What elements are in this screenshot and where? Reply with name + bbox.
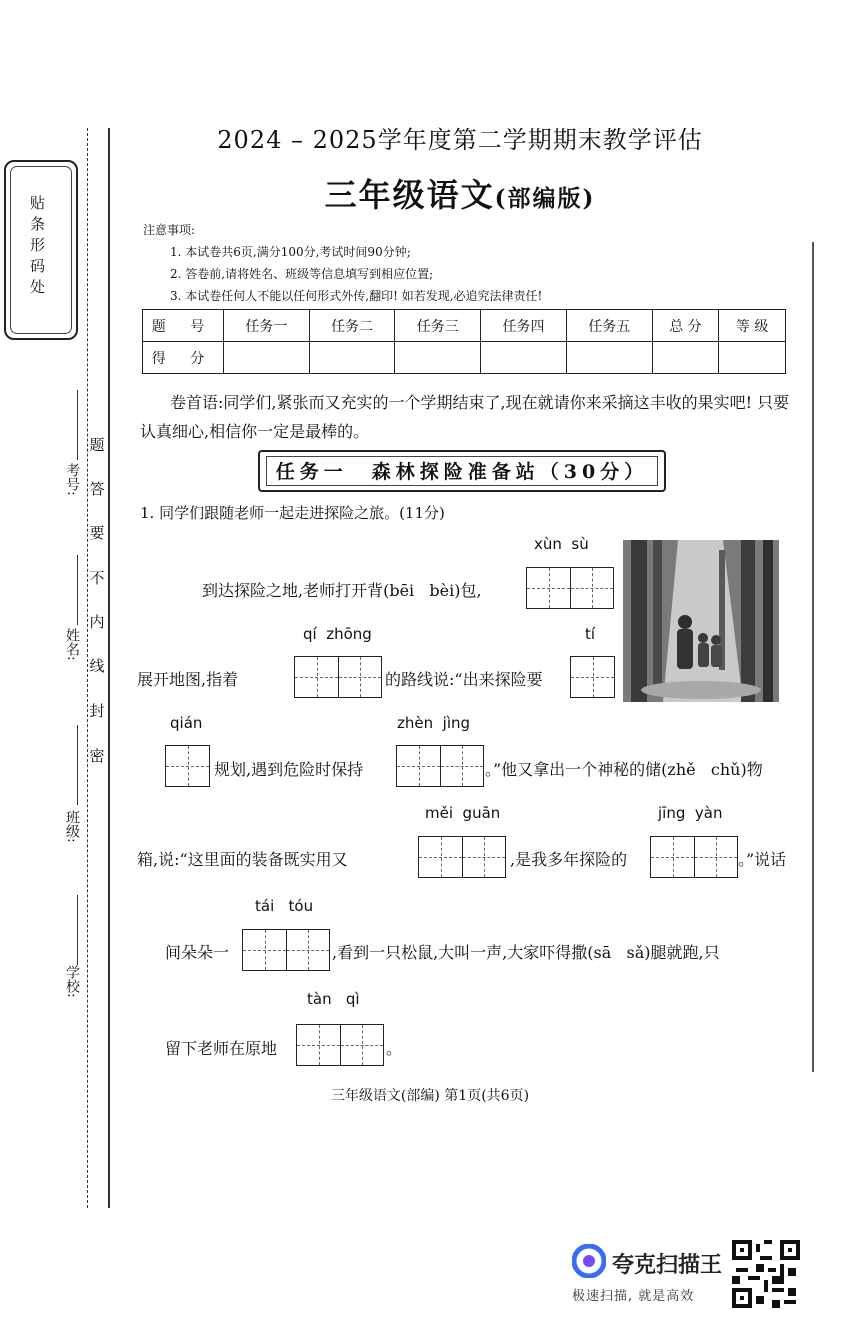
score-table-header: 任务一 [224,310,310,342]
right-margin-rule [812,242,814,1072]
watermark-slogan: 极速扫描, 就是高效 [572,1289,695,1304]
exam-no-label: 考号: [64,463,80,496]
forest-illustration [623,540,779,702]
score-table-header: 等 级 [719,310,786,342]
score-cell[interactable] [224,342,310,374]
task-banner-title: 任务一 森林探险准备站（30分） [275,461,649,483]
seal-char: 封 [89,702,105,720]
answer-boxes[interactable] [294,656,382,698]
seal-char: 线 [89,657,105,675]
exam-no-field[interactable] [77,390,78,460]
scanner-logo-icon [572,1244,606,1278]
passage-text: ,是我多年探险的 [510,850,628,869]
answer-boxes[interactable] [242,929,330,971]
pinyin: qí zhōng [303,625,372,643]
seal-char: 题 [89,436,105,454]
passage-text: 展开地图,指着 [137,670,239,689]
school-label: 学校: [64,965,80,998]
seal-char: 要 [89,524,105,542]
watermark-brand: 夸克扫描王 [612,1253,723,1278]
answer-boxes[interactable] [418,836,506,878]
answer-boxes[interactable] [526,567,614,609]
answer-boxes[interactable] [296,1024,384,1066]
passage-text: ,看到一只松鼠,大叫一声,大家吓得撒(sā sǎ)腿就跑,只 [332,943,720,962]
seal-char: 密 [89,747,105,765]
qr-code-icon [732,1240,800,1308]
passage-text: 间朵朵一 [165,943,230,962]
score-cell[interactable] [566,342,652,374]
score-table-header: 任务四 [481,310,567,342]
page-footer: 三年级语文(部编) 第1页(共6页) [330,1088,530,1104]
pinyin: qián [170,714,203,732]
seal-solid-line [108,128,110,1208]
score-cell[interactable] [395,342,481,374]
barcode-label: 贴条形码处 [28,195,46,300]
exam-title: 2024 – 2025学年度第二学期期末教学评估 [217,126,703,154]
seal-char: 内 [89,613,105,631]
score-row-label: 得 分 [143,342,224,374]
pinyin: zhèn jìng [397,714,471,732]
school-field[interactable] [77,895,78,965]
score-table-header: 任务三 [395,310,481,342]
score-cell[interactable] [309,342,395,374]
score-table-header-row [143,310,786,342]
notice-item: 3. 本试卷任何人不能以任何形式外传,翻印! 如若发现,必追究法律责任! [170,289,543,303]
score-cell[interactable] [652,342,719,374]
pinyin: xùn sù [534,535,589,553]
score-table [142,309,786,374]
class-label: 班级: [64,810,80,843]
pinyin: jīng yàn [658,804,723,822]
passage-text: 箱,说:“这里面的装备既实用又 [137,850,348,869]
passage-text: 留下老师在原地 [165,1039,278,1058]
answer-boxes[interactable] [396,745,484,787]
notice-item: 1. 本试卷共6页,满分100分,考试时间90分钟; [170,245,411,259]
score-table-score-row [143,342,786,374]
pinyin: tàn qì [307,990,360,1008]
question-1: 1. 同学们跟随老师一起走进探险之旅。(11分) [140,504,445,522]
passage-text: 规划,遇到危险时保持 [214,760,364,779]
pinyin: tí [585,625,596,643]
score-table-header: 总 分 [652,310,719,342]
exam-subtitle [120,170,800,216]
score-table-header: 题 号 [143,310,224,342]
passage-text: 。”他又拿出一个神秘的储(zhě chǔ)物 [485,760,763,779]
score-cell[interactable] [719,342,786,374]
intro-text: 卷首语:同学们,紧张而又充实的一个学期结束了,现在就请你来采摘这丰收的果实吧! 只要认真细心,相信你一定是最棒的。 [140,393,790,441]
notice-heading: 注意事项: [143,223,196,237]
answer-boxes[interactable] [165,745,210,787]
name-field[interactable] [77,555,78,625]
score-table-header: 任务五 [566,310,652,342]
passage-text: 的路线说:“出来探险要 [385,670,543,689]
seal-char: 不 [89,569,105,587]
edition-label: (部编版) [494,185,596,212]
seal-char: 答 [89,480,105,498]
score-cell[interactable] [481,342,567,374]
class-field[interactable] [77,725,78,805]
pinyin: tái tóu [255,897,314,915]
answer-boxes[interactable] [650,836,738,878]
pinyin: měi guān [425,804,501,822]
subject-name: 三年级语文 [324,176,495,214]
answer-boxes[interactable] [570,656,615,698]
passage-text: 。 [386,1039,403,1058]
notice-item: 2. 答卷前,请将姓名、班级等信息填写到相应位置; [170,267,434,281]
passage-text: 到达探险之地,老师打开背(bēi bèi)包, [202,581,482,600]
score-table-header: 任务二 [309,310,395,342]
passage-text: 。”说话 [738,850,787,869]
name-label: 姓名: [64,628,80,661]
